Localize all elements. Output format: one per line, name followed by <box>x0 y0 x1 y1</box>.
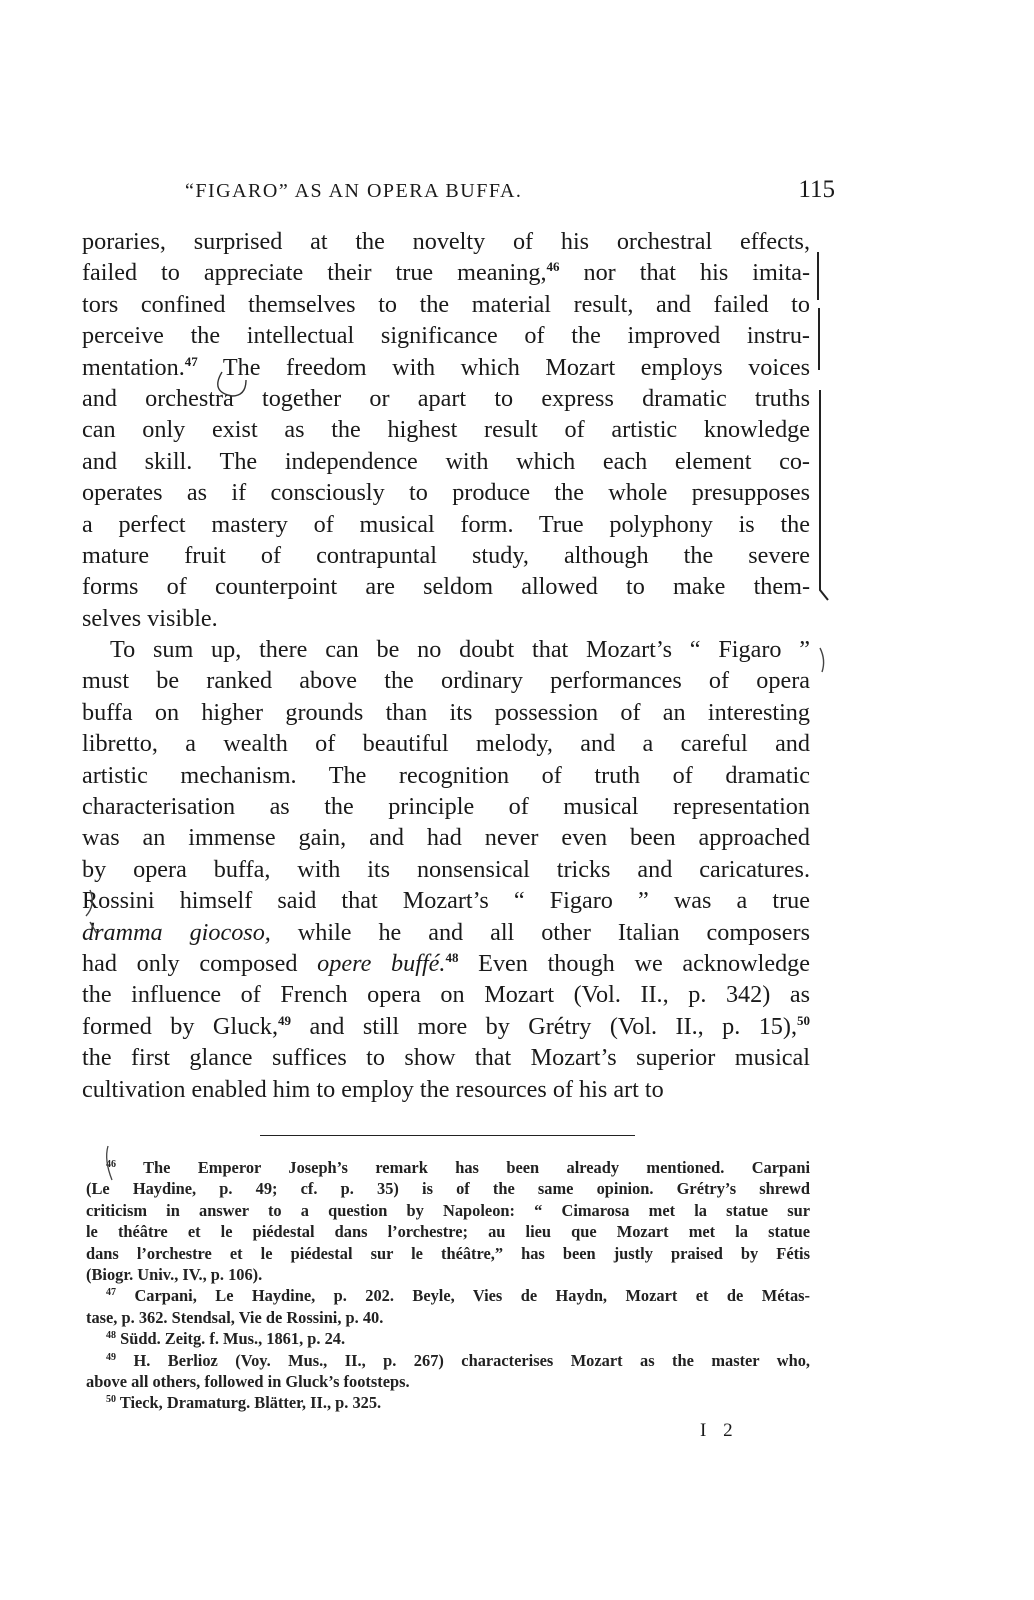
text-line: forms of counterpoint are seldom allowed to make them- <box>82 573 810 601</box>
text-line: dramma giocoso, while he and all other Italian composers <box>82 918 810 946</box>
text-line: can only exist as the highest result of artistic knowledge <box>82 416 810 444</box>
text-line: was an immense gain, and had never even been approached <box>82 824 810 852</box>
footnote-line: (Le Haydine, p. 49; cf. p. 35) is of the same opinion. Grétry’s shrewd <box>86 1179 810 1199</box>
text-line: cultivation enabled him to employ the resources of his art to <box>82 1075 664 1103</box>
body-text <box>82 226 810 1105</box>
footnote-line: dans l’orchestre et le piédestal sur le théâtre,” has been justly praised by Fétis <box>86 1243 810 1263</box>
footnote-divider <box>260 1135 635 1136</box>
text-line: the first glance suffices to show that Mozart’s superior musical <box>82 1044 810 1072</box>
text-line: mature fruit of contrapuntal study, although the severe <box>82 541 810 569</box>
footnote-line: criticism in answer to a question by Napoleon: “ Cimarosa met la statue sur <box>86 1200 810 1220</box>
footnote-ref: 50 <box>797 1012 810 1028</box>
footnote-ref: 49 <box>278 1012 292 1028</box>
footnote-number: 47 <box>106 1287 116 1299</box>
text-line: operates as if consciously to produce the whole presupposes <box>82 479 810 507</box>
footnote-number: 50 <box>106 1394 116 1406</box>
signature-mark: I 2 <box>700 1420 739 1441</box>
text-line: artistic mechanism. The recognition of truth of dramatic <box>82 761 810 789</box>
text-line: selves visible. <box>82 604 218 632</box>
footnote-line: $^{49}$ H. Berlioz (Voy. Mus., II., p. 267) characterises Mozart as the master who, <box>106 1350 810 1370</box>
footnote-line: $^{47}$ Carpani, Le Haydine, p. 202. Beyle, Vies de Haydn, Mozart et de Métas- <box>106 1286 810 1306</box>
text-line: Rossini himself said that Mozart’s “ Figaro ” was a true <box>82 887 810 915</box>
text-line: mentation.$^{47}$ The freedom with which Mozart employs voices <box>82 353 810 381</box>
footnote-number: 49 <box>106 1351 116 1363</box>
page-number: 115 <box>798 176 835 203</box>
text-line: buffa on higher grounds than its possession of an interesting <box>82 698 810 726</box>
text-line: formed by Gluck,$^{49}$ and still more by Grétry (Vol. II., p. 15),$^{50}$ <box>82 1012 810 1040</box>
footnote-line: tase, p. 362. Stendsal, Vie de Rossini, p. 40. <box>86 1307 384 1327</box>
text-line: by opera buffa, with its nonsensical tricks and caricatures. <box>82 855 810 883</box>
footnote-line: (Biogr. Univ., IV., p. 106). <box>86 1264 263 1284</box>
footnote-ref: 47 <box>184 353 198 369</box>
margin-bracket-line <box>818 252 828 600</box>
footnote-line: $^{50}$ Tieck, Dramaturg. Blätter, II., p. 325. <box>106 1393 382 1413</box>
footnote-line: $^{46}$ The Emperor Joseph’s remark has been already mentioned. Carpani <box>106 1158 810 1177</box>
text-line: had only composed opere buffé.$^{48}$ Even though we acknowledge <box>82 949 810 977</box>
text-line: To sum up, there can be no doubt that Mozart’s “ Figaro ” <box>110 636 810 664</box>
footnote-ref: 48 <box>445 949 459 965</box>
text-line: and orchestra together or apart to express dramatic truths <box>82 384 810 412</box>
footnote-line: le théâtre et le piédestal dans l’orchestre; au lieu que Mozart met la statue <box>86 1222 810 1242</box>
text-line: and skill. The independence with which each element co- <box>82 447 810 475</box>
text-line: must be ranked above the ordinary performances of opera <box>82 667 810 695</box>
text-line: libretto, a wealth of beautiful melody, and a careful and <box>82 730 810 758</box>
footnote-number: 46 <box>106 1159 116 1170</box>
text-line: a perfect mastery of musical form. True polyphony is the <box>82 510 810 538</box>
text-line: characterisation as the principle of musical representation <box>82 793 810 821</box>
margin-tick-mark <box>820 648 824 672</box>
footnote-ref: 46 <box>546 259 560 275</box>
text-line: failed to appreciate their true meaning,$^{46}$ nor that his imita- <box>82 259 810 287</box>
text-line: tors confined themselves to the material result, and failed to <box>82 290 810 318</box>
text-line: the influence of French opera on Mozart (Vol. II., p. 342) as <box>82 981 810 1009</box>
running-head: “FIGARO” AS AN OPERA BUFFA. <box>185 180 523 202</box>
footnote-line: above all others, followed in Gluck’s footsteps. <box>86 1371 410 1391</box>
footnotes <box>86 1157 810 1414</box>
footnote-number: 48 <box>106 1330 116 1342</box>
text-line: perceive the intellectual significance of the improved instru- <box>82 322 810 350</box>
page-header <box>185 176 835 210</box>
footnote-line: $^{48}$ Südd. Zeitg. f. Mus., 1861, p. 24. <box>106 1329 346 1349</box>
text-line: poraries, surprised at the novelty of his orchestral effects, <box>82 228 810 255</box>
